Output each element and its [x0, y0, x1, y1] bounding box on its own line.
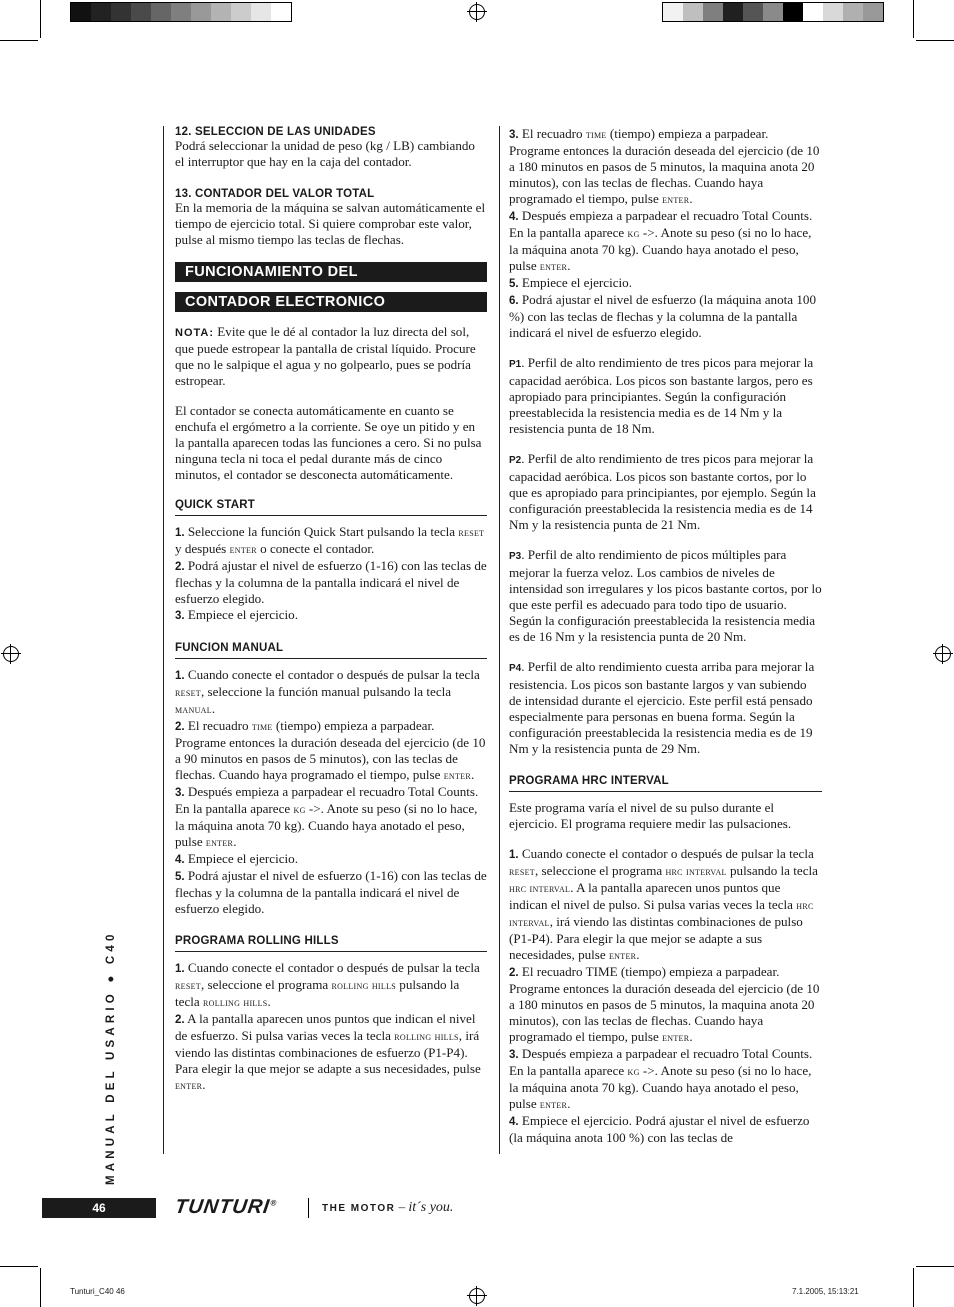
- tunturi-logo: TUNTURI®: [173, 1196, 278, 1218]
- body-paragraph: Podrá seleccionar la unidad de peso (kg / LB) cambiando el interruptor que hay en la caja del contador.: [175, 138, 475, 169]
- color-swatch: [91, 3, 111, 21]
- side-running-title: MANUAL DEL USARIO ● C40: [105, 930, 117, 1185]
- step-item: 1. Cuando conecte el contador o después de pulsar la tecla reset, seleccione la función manual pulsando la tecla manual.: [175, 667, 480, 716]
- color-swatch: [171, 3, 191, 21]
- step-item: 2. A la pantalla aparecen unos puntos que indican el nivel de esfuerzo. Si pulsa varias veces la tecla rolling hills, irá viendo las distintas combinaciones de esfuerzo (P1-P4). Para elegir la que mejor se adapte a sus necesidades, pulse enter.: [175, 1011, 481, 1092]
- color-swatch: [683, 3, 703, 21]
- step-item: 3. Después empieza a parpadear el recuadro Total Counts. En la pantalla aparece kg ->. Anote su peso (si no lo hace, la máquina anota 70 kg). Cuando haya anotado el peso, pulse enter.: [175, 784, 479, 849]
- step-item: 5. Empiece el ejercicio.: [509, 275, 633, 290]
- profile-paragraph: P3. Perfil de alto rendimiento de picos múltiples para mejorar la fuerza veloz. Los cambios de niveles de intensidad son irregulares y los picos bastante cortos, por lo que este perfil es adecuado para todo tipo de usuario. Según la configuración preestablecida la resistencia media es de 16 Nm y la resistencia punta de 20 Nm.: [509, 547, 822, 644]
- print-slug-file: Tunturi_C40 46: [70, 1287, 125, 1296]
- color-swatch: [191, 3, 211, 21]
- right-column: [509, 126, 822, 1146]
- registration-mark-icon: [3, 646, 19, 662]
- note-text: Evite que le dé al contador la luz directa del sol, que puede estropear la pantalla de cristal líquido. Procure que no le salpique el agua y no golpearlo, pues se podría estropear.: [175, 324, 476, 388]
- crop-mark: [40, 0, 41, 38]
- color-swatch: [823, 3, 843, 21]
- color-swatch: [211, 3, 231, 21]
- page-number: 46: [42, 1198, 156, 1218]
- section-heading: QUICK START: [175, 499, 487, 516]
- step-item: 2. Podrá ajustar el nivel de esfuerzo (1-16) con las teclas de flechas y la columna de la pantalla indicará el nivel de esfuerzo elegido.: [175, 558, 487, 606]
- color-swatch: [151, 3, 171, 21]
- registration-mark-icon: [469, 1288, 485, 1304]
- color-swatch: [803, 3, 823, 21]
- color-swatch: [703, 3, 723, 21]
- color-swatch: [251, 3, 271, 21]
- crop-mark: [916, 1266, 954, 1267]
- profile-paragraph: P2. Perfil de alto rendimiento de tres picos para mejorar la capacidad aeróbica. Los picos son bastante cortos, por lo que es apropiado para principiantes, por ejemplo. Según la configuración preestablecida la resistencia media es de 14 Nm y la resistencia punta de 21 Nm.: [509, 451, 816, 532]
- step-item: 3. Después empieza a parpadear el recuadro Total Counts. En la pantalla aparece kg ->. Anote su peso (si no lo hace, la máquina anota 70 kg). Cuando haya anotado el peso, pulse enter.: [509, 1046, 813, 1111]
- column-rule: [163, 126, 164, 1154]
- section-heading: 12. SELECCION DE LAS UNIDADES: [175, 126, 376, 138]
- step-item: 4. Después empieza a parpadear el recuadro Total Counts. En la pantalla aparece kg ->. Anote su peso (si no lo hace, la máquina anota 70 kg). Cuando haya anotado el peso, pulse enter.: [509, 208, 813, 273]
- color-calibration-strip: [70, 2, 292, 22]
- chapter-bar: FUNCIONAMIENTO DEL: [175, 262, 487, 282]
- crop-mark: [913, 1268, 914, 1307]
- body-paragraph: En la memoria de la máquina se salvan automáticamente el tiempo de ejercicio total. Si quiere comprobar este valor, pulse al mismo tiempo las teclas de flechas.: [175, 200, 486, 247]
- crop-mark: [0, 1266, 38, 1267]
- step-item: 3. Empiece el ejercicio.: [175, 607, 299, 622]
- left-column: [175, 126, 487, 1094]
- color-swatch: [663, 3, 683, 21]
- registration-mark-icon: [469, 4, 485, 20]
- crop-mark: [916, 40, 954, 41]
- color-swatch: [843, 3, 863, 21]
- step-item: 4. Empiece el ejercicio. Podrá ajustar el nivel de esfuerzo (la máquina anota 100 %) con las teclas de: [509, 1113, 810, 1145]
- color-swatch: [231, 3, 251, 21]
- section-heading: FUNCION MANUAL: [175, 642, 487, 659]
- color-swatch: [131, 3, 151, 21]
- section-heading: 13. CONTADOR DEL VALOR TOTAL: [175, 188, 375, 200]
- color-swatch: [743, 3, 763, 21]
- brand-tagline: THE MOTOR – it´s you.: [322, 1199, 454, 1215]
- note-paragraph: [175, 324, 487, 389]
- note-label: NOTA:: [175, 327, 215, 339]
- color-swatch: [723, 3, 743, 21]
- profile-paragraph: P4. Perfil de alto rendimiento cuesta arriba para mejorar la resistencia. Los picos son bastante largos y van subiendo de intensidad durante el ejercicio. Este perfil está pensado especialmente para personas en buena forma. Según la configuración preestablecida la resistencia media es de 19 Nm y la resistencia punta de 29 Nm.: [509, 659, 815, 756]
- crop-mark: [40, 1268, 41, 1307]
- section-heading: PROGRAMA HRC INTERVAL: [509, 775, 822, 792]
- step-item: 1. Seleccione la función Quick Start pulsando la tecla reset y después enter o conecte el contador.: [175, 524, 485, 556]
- step-item: 6. Podrá ajustar el nivel de esfuerzo (la máquina anota 100 %) con las teclas de flechas y la columna de la pantalla indicará el nivel de esfuerzo elegido.: [509, 292, 817, 340]
- divider: [308, 1198, 309, 1218]
- step-item: 1. Cuando conecte el contador o después de pulsar la tecla reset, seleccione el programa rolling hills pulsando la tecla rolling hills.: [175, 960, 480, 1009]
- color-swatch: [783, 3, 803, 21]
- registration-mark-icon: [935, 646, 951, 662]
- step-item: 2. El recuadro TIME (tiempo) empieza a parpadear. Programe entonces la duración deseada del ejercicio (de 10 a 180 minutos en pasos de 5 minutos, la maquina anota 20 minutos), con las teclas de flechas. Cuando haya programado el tiempo, pulse enter.: [509, 964, 820, 1044]
- color-swatch: [763, 3, 783, 21]
- color-calibration-strip: [662, 2, 884, 22]
- step-item: 4. Empiece el ejercicio.: [175, 851, 299, 866]
- step-item: 3. El recuadro time (tiempo) empieza a parpadear. Programe entonces la duración deseada del ejercicio (de 10 a 180 minutos en pasos de 5 minutos, la maquina anota 20 minutos), con las teclas de flechas. Cuando haya programado el tiempo, pulse enter.: [509, 126, 820, 206]
- section-heading: PROGRAMA ROLLING HILLS: [175, 935, 487, 952]
- column-rule: [499, 126, 500, 1154]
- crop-mark: [0, 40, 38, 41]
- step-item: 1. Cuando conecte el contador o después de pulsar la tecla reset, seleccione el programa hrc interval pulsando la tecla hrc interval. A la pantalla aparecen unos puntos que indican el nivel de pulso. Si pulsa varias veces la tecla hrc interval, irá viendo las distintas combinaciones de pulso (P1-P4). Para elegir la que mejor se adapte a sus necesidades, pulse enter.: [509, 846, 818, 962]
- print-slug-date: 7.1.2005, 15:13:21: [792, 1287, 859, 1296]
- body-paragraph: El contador se conecta automáticamente en cuanto se enchufa el ergómetro a la corriente. Se oye un pitido y en la pantalla aparecen todas las funciones a cero. Si no pulsa ninguna tecla ni toca el pedal durante más de cinco minutos, el contador se desconecta automáticamente.: [175, 403, 482, 482]
- step-item: 5. Podrá ajustar el nivel de esfuerzo (1-16) con las teclas de flechas y la columna de la pantalla indicará el nivel de esfuerzo elegido.: [175, 868, 487, 916]
- chapter-bar: CONTADOR ELECTRONICO: [175, 292, 487, 312]
- color-swatch: [71, 3, 91, 21]
- color-swatch: [111, 3, 131, 21]
- color-swatch: [863, 3, 883, 21]
- body-paragraph: Este programa varía el nivel de su pulso durante el ejercicio. El programa requiere medir las pulsaciones.: [509, 800, 792, 831]
- color-swatch: [271, 3, 291, 21]
- profile-paragraph: P1. Perfil de alto rendimiento de tres picos para mejorar la capacidad aeróbica. Los picos son bastante largos, pero es apropiado para principiantes. Según la configuración preestablecida la resistencia media es de 14 Nm y la resistencia punta de 18 Nm.: [509, 355, 814, 436]
- crop-mark: [913, 0, 914, 38]
- step-item: 2. El recuadro time (tiempo) empieza a parpadear. Programe entonces la duración deseada del ejercicio (de 10 a 90 minutos en pasos de 5 minutos), con las teclas de flechas. Cuando haya programado el tiempo, pulse enter.: [175, 718, 486, 782]
